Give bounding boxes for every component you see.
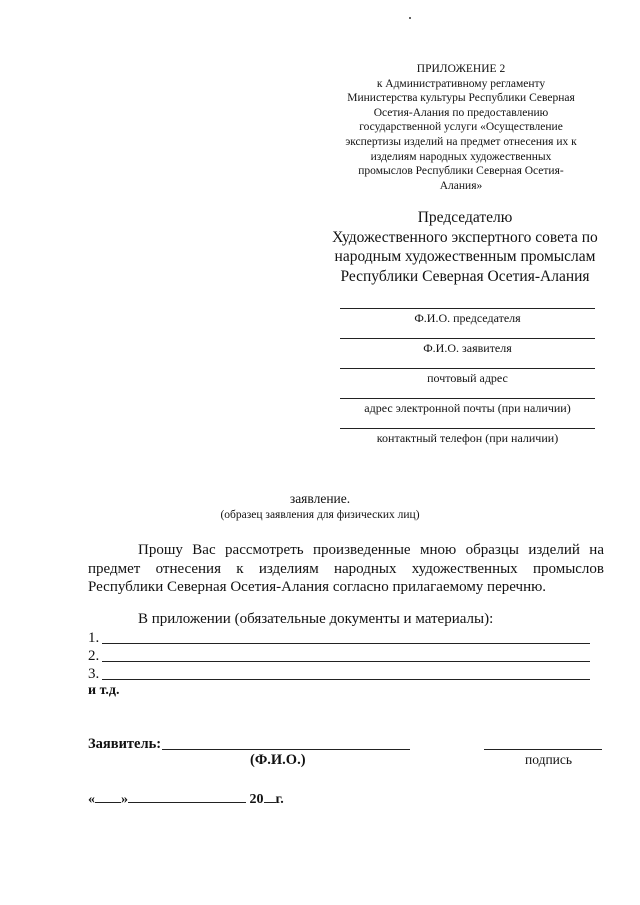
addressee-line: Художественного экспертного совета по (332, 228, 598, 246)
year-blank[interactable] (264, 790, 276, 803)
email-field[interactable] (340, 398, 595, 415)
item-number: 2. (88, 648, 100, 664)
appendix-line: Министерства культуры Республики Северная (347, 92, 575, 105)
year-prefix: 20 (249, 792, 264, 807)
phone-field[interactable] (340, 428, 595, 445)
addressee-line: народным художественным промыслам (334, 248, 596, 265)
fill-line (340, 398, 595, 399)
etc-text: и т.д. (88, 683, 120, 698)
addressee-line: Председателю (417, 209, 513, 226)
attachment-item-1[interactable] (88, 630, 590, 646)
request-paragraph (88, 541, 604, 597)
close-quote: » (121, 792, 128, 807)
paragraph-line: предмет отнесения к изделиям народных художественных промыслов (88, 560, 604, 577)
day-blank[interactable] (95, 790, 121, 803)
date-line (88, 790, 284, 808)
fill-line (340, 428, 595, 429)
signature-line[interactable] (484, 749, 602, 750)
fill-line (102, 661, 590, 662)
item-number: 3. (88, 666, 100, 682)
field-caption: адрес электронной почты (при наличии) (364, 401, 571, 415)
fio-caption: (Ф.И.О.) (250, 752, 306, 768)
appendix-header (326, 62, 596, 193)
appendix-line: изделиям народных художественных (370, 150, 552, 163)
fill-line (102, 679, 590, 680)
field-caption: контактный телефон (при наличии) (376, 431, 559, 445)
paragraph-line: Республики Северная Осетия-Алания согласно прилагаемому перечню. (88, 579, 547, 595)
open-quote: « (88, 792, 95, 807)
field-caption: Ф.И.О. заявителя (423, 341, 512, 355)
attachment-item-3[interactable] (88, 666, 590, 682)
fill-line (340, 308, 595, 309)
appendix-title: ПРИЛОЖЕНИЕ 2 (416, 63, 506, 75)
field-caption: почтовый адрес (427, 371, 508, 385)
applicant-name-field[interactable] (340, 338, 595, 355)
item-number: 1. (88, 630, 100, 646)
scan-speck (409, 17, 411, 19)
appendix-line: государственной услуги «Осуществление (359, 121, 563, 134)
addressee-line: Республики Северная Осетия-Алания (340, 267, 590, 285)
appendix-line: экспертизы изделий на предмет отнесения их к (345, 135, 577, 148)
month-blank[interactable] (128, 790, 246, 803)
postal-address-field[interactable] (340, 368, 595, 385)
appendix-line: Алания» (439, 179, 483, 192)
appendix-line: Осетия-Алания по предоставлению (373, 106, 549, 119)
chairman-name-field[interactable] (340, 308, 595, 325)
fill-line (102, 643, 590, 644)
document-title: заявление. (289, 491, 351, 506)
applicant-name-line[interactable] (162, 749, 410, 750)
year-suffix: г. (275, 792, 284, 807)
applicant-label: Заявитель: (88, 736, 162, 752)
field-caption: Ф.И.О. председателя (414, 311, 521, 325)
fill-line (340, 368, 595, 369)
addressee-block (320, 208, 610, 286)
signature-caption: подпись (525, 752, 573, 767)
document-subtitle: (образец заявления для физических лиц) (220, 509, 420, 521)
paragraph-line: Прошу Вас рассмотреть произведенные мною образцы изделий на (138, 542, 604, 558)
appendix-line: промыслов Республики Северная Осетия- (358, 165, 564, 178)
attachments-heading: В приложении (обязательные документы и материалы): (138, 611, 494, 627)
fill-line (340, 338, 595, 339)
appendix-line: к Административному регламенту (376, 77, 546, 90)
attachment-item-2[interactable] (88, 648, 590, 664)
